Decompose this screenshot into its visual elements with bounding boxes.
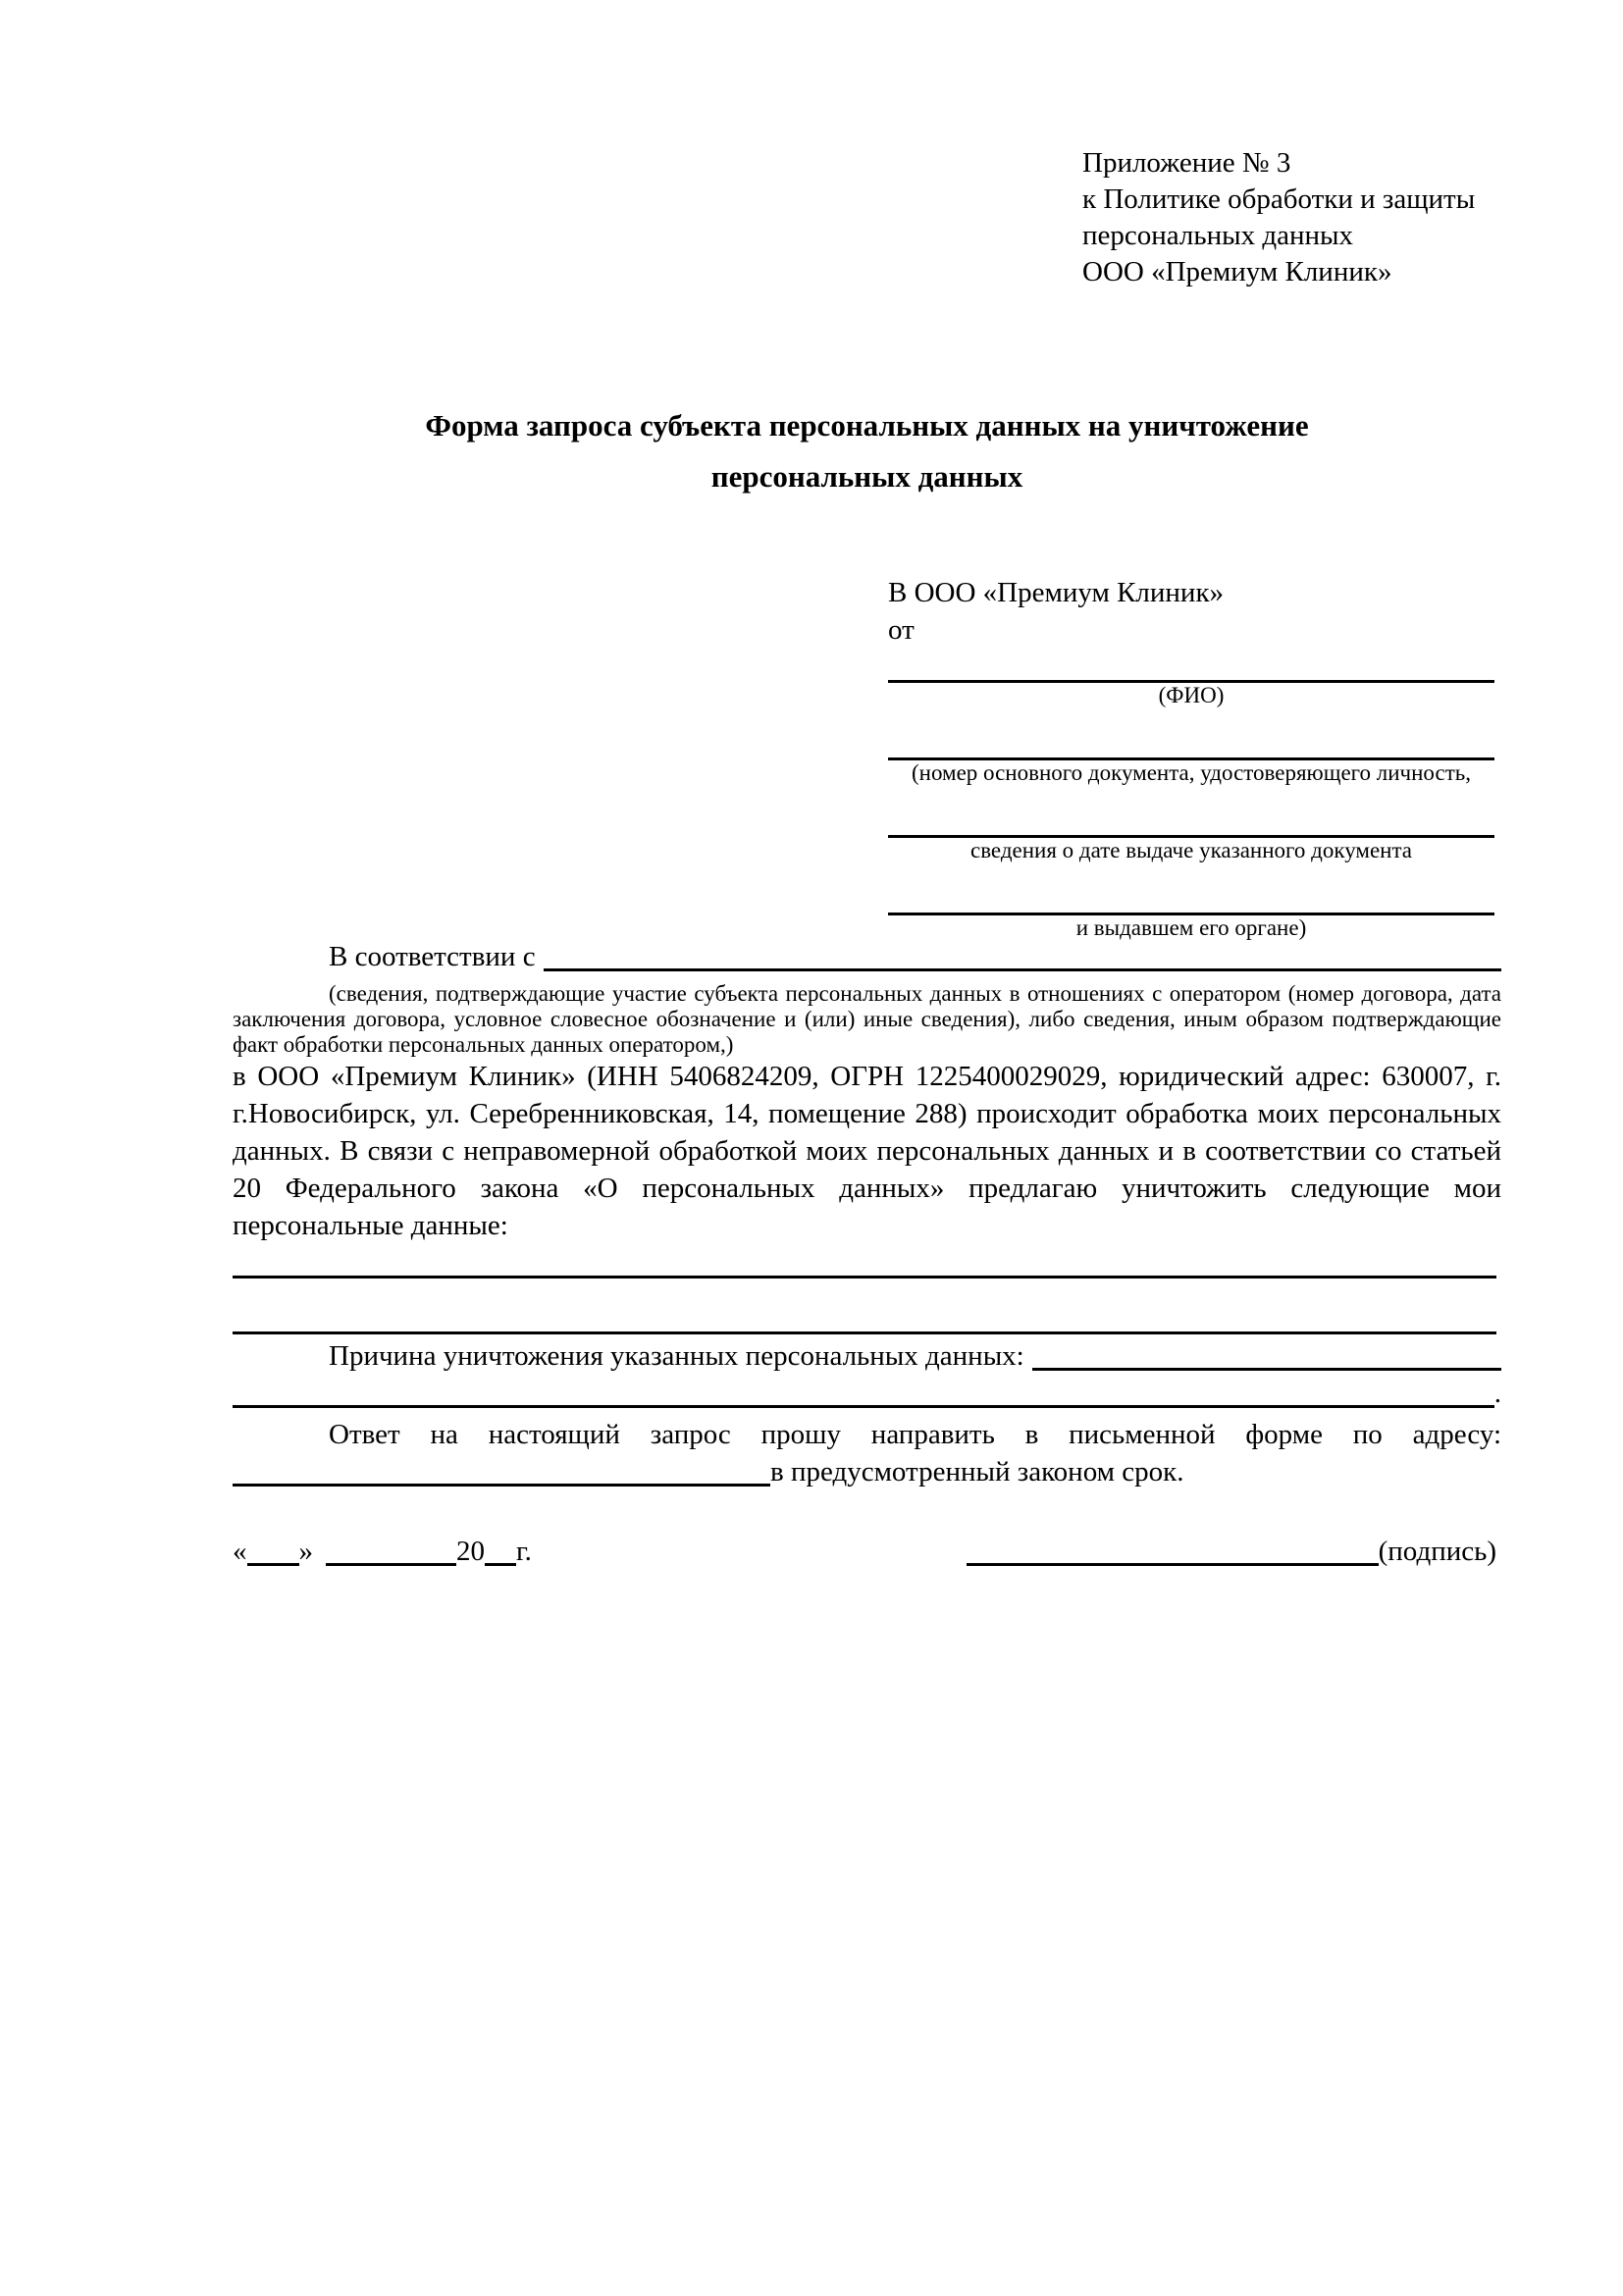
- period-text: .: [1493, 1378, 1501, 1409]
- date-group: [233, 1531, 532, 1572]
- form-title-line-1: Форма запроса субъекта персональных данных на уничтожение: [425, 408, 1309, 443]
- appendix-line-1: Приложение № 3: [1082, 147, 1291, 179]
- accordance-row: [233, 938, 1501, 975]
- date-open-quote: «: [233, 1536, 247, 1567]
- personal-data-field-line-2[interactable]: [233, 1300, 1496, 1334]
- accordance-field-line[interactable]: [544, 967, 1501, 971]
- signature-field-line[interactable]: [967, 1563, 1379, 1566]
- issuing-authority-caption: и выдавшем его органе): [1075, 915, 1307, 940]
- day-field-line[interactable]: [247, 1563, 299, 1566]
- signature-caption: (подпись): [1378, 1536, 1496, 1567]
- date-close-quote: »: [298, 1536, 313, 1567]
- reason-row: [233, 1337, 1501, 1375]
- year-suffix: г.: [516, 1536, 532, 1567]
- personal-data-field-line-1[interactable]: [233, 1244, 1496, 1278]
- signature-group: [967, 1531, 1496, 1572]
- address-field-line[interactable]: [233, 1484, 770, 1487]
- issue-date-field-line[interactable]: [888, 786, 1494, 838]
- addressee-from-label: от: [888, 614, 915, 646]
- accordance-label: В соответствии с: [329, 941, 536, 972]
- year-prefix: 20: [456, 1536, 485, 1567]
- issuing-authority-field-line[interactable]: [888, 863, 1494, 915]
- response-address-row: [233, 1453, 1501, 1490]
- reason-field-line[interactable]: [1032, 1367, 1501, 1371]
- form-title: [233, 400, 1501, 502]
- reason-continuation-row: [233, 1375, 1501, 1412]
- document-number-field-line[interactable]: [888, 708, 1494, 760]
- appendix-line-3: персональных данных: [1082, 220, 1354, 251]
- appendix-header: [1082, 145, 1475, 290]
- addressee-to: В ООО «Премиум Клиник»: [888, 577, 1225, 608]
- year-field-line[interactable]: [485, 1563, 516, 1566]
- month-field-line[interactable]: [326, 1563, 456, 1566]
- addressee-block: [888, 574, 1494, 941]
- appendix-line-2: к Политике обработки и защиты: [1082, 183, 1476, 215]
- reason-label: Причина уничтожения указанных персональных данных:: [329, 1340, 1024, 1372]
- main-paragraph: в ООО «Премиум Клиник» (ИНН 5406824209, ОГРН 1225400029029, юридический адрес: 630007, г. г.Новосибирск, ул. Серебренниковская, 14, помещение 288) происходит обработка моих персональных данных. В связи с неправомерной обработкой моих персональных данных и в соответствии со статьей 20 Федерального закона «О персональных данных» предлагаю уничтожить следующие мои персональные данные:: [233, 1061, 1501, 1241]
- response-paragraph: Ответ на настоящий запрос прошу направить в письменной форме по адресу:: [329, 1419, 1501, 1450]
- fio-field-line[interactable]: [888, 649, 1494, 683]
- reason-field-line-2[interactable]: [233, 1404, 1494, 1408]
- appendix-line-4: ООО «Премиум Клиник»: [1082, 256, 1392, 287]
- document-number-caption: (номер основного документа, удостоверяющего личность,: [911, 760, 1471, 785]
- fio-caption: (ФИО): [1158, 683, 1225, 707]
- accordance-note: (сведения, подтверждающие участие субъекта персональных данных в отношениях с оператором (номер договора, дата заключения договора, условное словесное обозначение и (или) иные сведения), либо сведения, иным образом подтверждающие факт обработки персональных данных оператором,): [233, 981, 1501, 1057]
- response-term-text: в предусмотренный законом срок.: [770, 1456, 1184, 1487]
- date-signature-row: [233, 1531, 1496, 1572]
- form-title-line-2: персональных данных: [710, 459, 1023, 494]
- issue-date-caption: сведения о дате выдаче указанного документа: [969, 838, 1413, 862]
